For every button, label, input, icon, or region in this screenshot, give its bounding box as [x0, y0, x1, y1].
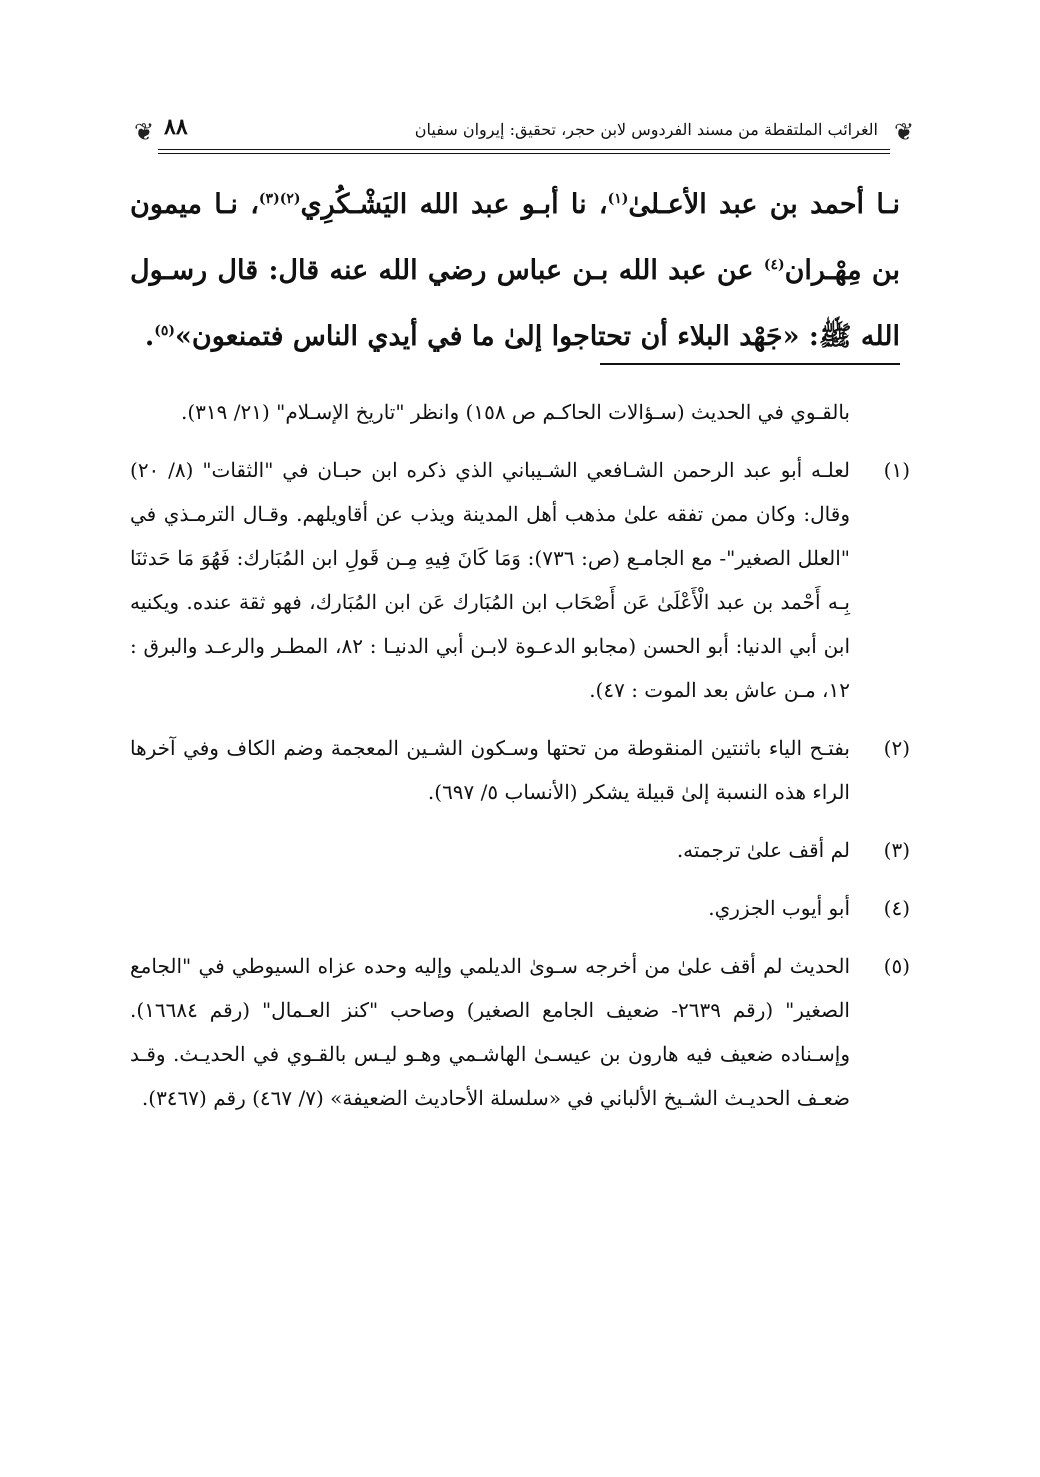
text-run: . — [144, 321, 155, 352]
footnote-item — [130, 448, 910, 712]
header-rule — [158, 153, 890, 154]
footnote-number: (٤) — [883, 896, 910, 920]
footnote-ref[interactable]: (٥) — [154, 323, 176, 339]
header-rule — [158, 149, 890, 150]
footnote-text: أبو أيوب الجزري. — [708, 896, 850, 920]
hadith-paragraph — [130, 172, 900, 370]
footnote-ref[interactable]: (٣) — [258, 191, 280, 207]
footnote-ref[interactable]: (١) — [607, 191, 629, 207]
hadith-text — [130, 172, 900, 370]
footnote-text: لعلـه أبو عبد الرحمن الشـافعي الشـيباني الذي ذكره ابن حبـان في "الثقات" (٨/ ٢٠) وقال: وكان ممن تفقه علىٰ مذهب أهل المدينة ويذب عن أقاويلهم. وقـال الترمـذي في "العلل الصغير"- مع الجامـع (ص: ٧٣٦): وَمَا كَانَ فِيهِ مِـن قَولِ ابن المُبَارك: فَهُوَ مَا حَدثنَا بِـه أَحْمد بن عبد الْأَعْلَىٰ عَن أَصْحَاب ابن المُبَارك عَن ابن المُبَارك، فهو ثقة عنده. ويكنيه ابن أبي الدنيا: أبو الحسن (مجابو الدعـوة لابـن أبي الدنيـا : ٨٢، المطـر والرعـد والبرق : ١٢، مـن عاش بعد الموت : ٤٧). — [130, 458, 851, 702]
footnote-item — [130, 886, 910, 930]
text-run: عن عبد الله بـن عباس رضي الله عنه قال: قال رسـول الله ﷺ: «جَهْد البلاء أن تحتاجوا إلىٰ ما في أيدي الناس فتمنعون» — [130, 255, 900, 352]
text-run: نـا أحمد بن عبد الأعـلىٰ — [628, 189, 900, 220]
text-run: ، نا أبـو عبد الله اليَشْـكُرِي — [300, 189, 608, 220]
running-title: الغرائب الملتقطة من مسند الفردوس لابن حجر، تحقيق: إيروان سفيان — [414, 120, 878, 139]
footnote-separator — [600, 363, 900, 365]
page-header — [130, 108, 918, 154]
footnote-number: (٢) — [883, 736, 910, 760]
footnote-item — [130, 828, 910, 872]
ornament-icon: ❦ — [133, 118, 155, 146]
footnote-ref[interactable]: (٢) — [279, 191, 301, 207]
footnote-number: (١) — [883, 458, 910, 482]
footnote-text: الحديث لم أقف علىٰ من أخرجه سـوىٰ الديلمي وإليه وحده عزاه السيوطي في "الجامع الصغير" (رقم ٢٦٣٩- ضعيف الجامع الصغير) وصاحب "كنز العـمال" (رقم ١٦٦٨٤). وإسـناده ضعيف فيه هارون بن عيسـىٰ الهاشـمي وهـو ليـس بالقـوي في الحديـث. وقـد ضعـف الحديـث الشـيخ الألباني في «سلسلة الأحاديث الضعيفة» (٧/ ٤٦٧) رقم (٣٤٦٧). — [130, 954, 850, 1110]
footnote-item — [130, 726, 910, 814]
footnote-item — [130, 944, 910, 1120]
footnote-text: بفتـح الياء باثنتين المنقوطة من تحتها وسـكون الشـين المعجمة وضم الكاف وفي آخرها الراء هذه النسبة إلىٰ قبيلة يشكر (الأنساب ٥/ ٦٩٧). — [130, 736, 850, 804]
footnote-number: (٥) — [883, 954, 910, 978]
footnote-text: لم أقف علىٰ ترجمته. — [676, 838, 850, 862]
page-number: ٨٨ — [164, 114, 188, 140]
footnotes — [130, 390, 910, 1120]
footnote-ref[interactable]: (٤) — [763, 257, 785, 273]
text-run: ، نـا ميمون بن مِهْـران — [130, 189, 900, 286]
ornament-icon: ❦ — [893, 118, 915, 146]
footnote-number: (٣) — [883, 838, 910, 862]
footnote-continuation: بالقـوي في الحديث (سـؤالات الحاكـم ص ١٥٨) وانظر "تاريخ الإسـلام" (٢١/ ٣١٩). — [180, 400, 850, 424]
